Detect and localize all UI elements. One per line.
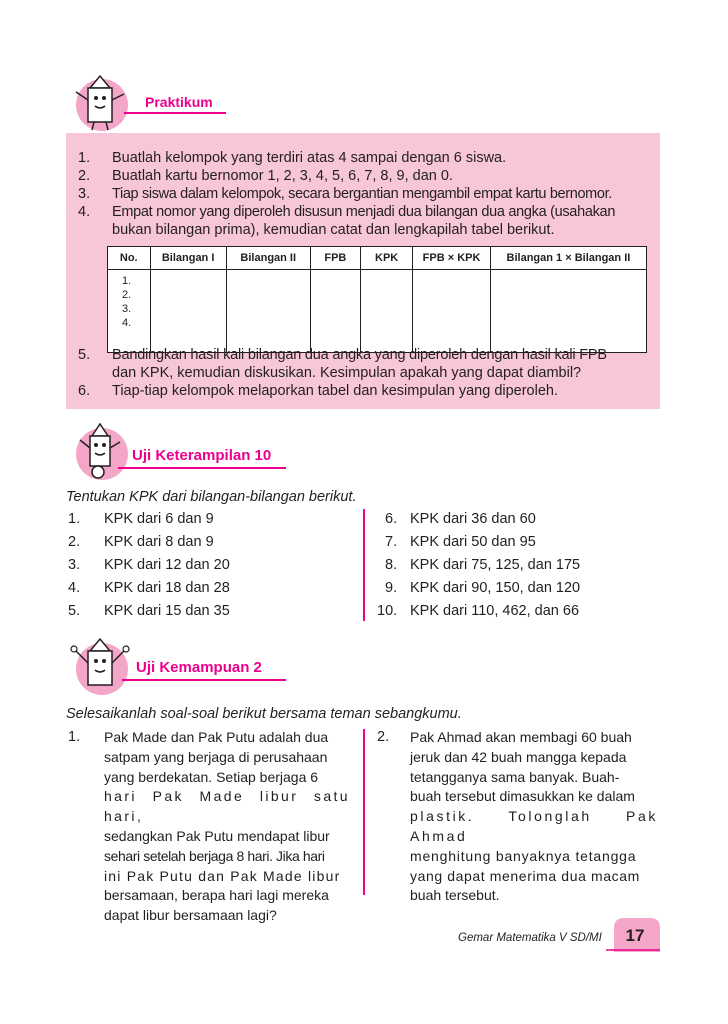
step-text: Bandingkan hasil kali bilangan dua angka yang diperoleh dengan hasil kali FPB [112, 347, 607, 363]
item-text: KPK dari 8 dan 9 [104, 534, 214, 550]
table-header-row [108, 247, 647, 270]
item-number: 6. [385, 511, 398, 527]
step-text: Tiap-tiap kelompok melaporkan tabel dan kesimpulan yang diperoleh. [112, 383, 559, 399]
question-1 [104, 728, 350, 926]
col-header: No. [108, 247, 151, 270]
question-line: plastik. Tolonglah Pak Ahmad [410, 808, 658, 844]
item-number: 5. [68, 603, 81, 619]
question-line: yang berdekatan. Setiap berjaga 6 [104, 768, 319, 785]
question-2 [410, 728, 658, 906]
step-text-cont: bukan bilangan prima), kemudian catat dan lengkapilah tabel berikut. [112, 222, 555, 238]
question-line: hari Pak Made libur satu hari, [104, 788, 350, 825]
question-line: ini Pak Putu dan Pak Made libur [104, 867, 341, 884]
item-number: 9. [385, 580, 398, 596]
pencil-mascot-icon [66, 70, 136, 134]
item-text: KPK dari 18 dan 28 [104, 580, 230, 596]
row-number: 2. [122, 289, 132, 301]
step-text-cont: dan KPK, kemudian diskusikan. Kesimpulan apakah yang dapat diambil? [112, 365, 582, 381]
item-text: KPK dari 75, 125, dan 175 [410, 557, 581, 573]
item-number: 4. [68, 580, 81, 596]
question-number: 2. [377, 729, 390, 745]
question-line: Pak Made dan Pak Putu adalah dua [104, 729, 329, 745]
question-number: 1. [68, 729, 81, 745]
instruction: Selesaikanlah soal-soal berikut bersama teman sebangkumu. [66, 706, 462, 722]
question-line: buah tersebut dimasukkan ke dalam [410, 788, 635, 805]
step-text: Empat nomor yang diperoleh disusun menjadi dua bilangan dua angka (usahakan [112, 204, 616, 220]
item-text: KPK dari 12 dan 20 [104, 557, 230, 573]
row-number: 1. [122, 275, 132, 287]
item-text: KPK dari 110, 462, dan 66 [410, 603, 580, 619]
question-line: yang dapat menerima dua macam [410, 867, 640, 884]
question-line: buah tersebut. [410, 887, 500, 904]
item-number: 3. [68, 557, 81, 573]
item-text: KPK dari 6 dan 9 [104, 511, 214, 527]
question-line: sehari setelah berjaga 8 hari. Jika hari [104, 847, 325, 864]
praktikum-table [107, 246, 647, 353]
step-text: Buatlah kelompok yang terdiri atas 4 sampai dengan 6 siswa. [112, 150, 507, 166]
col-header: Bilangan 1 × Bilangan II [490, 247, 646, 270]
question-line: satpam yang berjaga di perusahaan [104, 748, 328, 765]
table-row [108, 270, 647, 353]
item-text: KPK dari 36 dan 60 [410, 511, 536, 527]
step-number: 3. [78, 186, 91, 202]
instruction: Tentukan KPK dari bilangan-bilangan berikut. [66, 489, 357, 505]
item-text: KPK dari 15 dan 35 [104, 603, 230, 619]
praktikum-title: Praktikum [145, 94, 213, 110]
col-header: KPK [361, 247, 413, 270]
step-number: 5. [78, 347, 91, 363]
question-line: bersamaan, berapa hari lagi mereka [104, 887, 329, 904]
col-header: FPB [310, 247, 360, 270]
question-line: tetangganya sama banyak. Buah- [410, 768, 620, 785]
col-header: Bilangan I [150, 247, 226, 270]
col-header: Bilangan II [226, 247, 310, 270]
pencil-mascot-icon [66, 633, 138, 699]
item-number: 7. [385, 534, 398, 550]
question-line: menghitung banyaknya tetangga [410, 847, 637, 864]
column-divider [363, 509, 365, 621]
row-number: 4. [122, 317, 132, 329]
pencil-mascot-icon [66, 420, 136, 484]
item-number: 10. [377, 603, 398, 619]
page-number: 17 [625, 926, 645, 945]
step-number: 2. [78, 168, 91, 184]
step-number: 1. [78, 150, 91, 166]
book-title: Gemar Matematika V SD/MI [458, 932, 602, 944]
question-line: sedangkan Pak Putu mendapat libur [104, 827, 330, 844]
item-number: 2. [68, 534, 81, 550]
question-line: Pak Ahmad akan membagi 60 buah [410, 729, 632, 745]
item-text: KPK dari 90, 150, dan 120 [410, 580, 581, 596]
uji-kemampuan-title: Uji Kemampuan 2 [136, 659, 262, 676]
step-text: Buatlah kartu bernomor 1, 2, 3, 4, 5, 6, 7, 8, 9, dan 0. [112, 168, 453, 184]
item-number: 1. [68, 511, 81, 527]
uji-keterampilan-title: Uji Keterampilan 10 [132, 447, 272, 464]
step-number: 6. [78, 383, 91, 399]
question-line: dapat libur bersamaan lagi? [104, 907, 277, 924]
row-number: 3. [122, 303, 132, 315]
item-number: 8. [385, 557, 398, 573]
question-line: jeruk dan 42 buah mangga kepada [410, 748, 627, 765]
column-divider [363, 729, 365, 895]
col-header: FPB × KPK [413, 247, 491, 270]
step-text: Tiap siswa dalam kelompok, secara bergantian mengambil empat kartu bernomor. [112, 186, 612, 202]
step-number: 4. [78, 204, 91, 220]
item-text: KPK dari 50 dan 95 [410, 534, 536, 550]
